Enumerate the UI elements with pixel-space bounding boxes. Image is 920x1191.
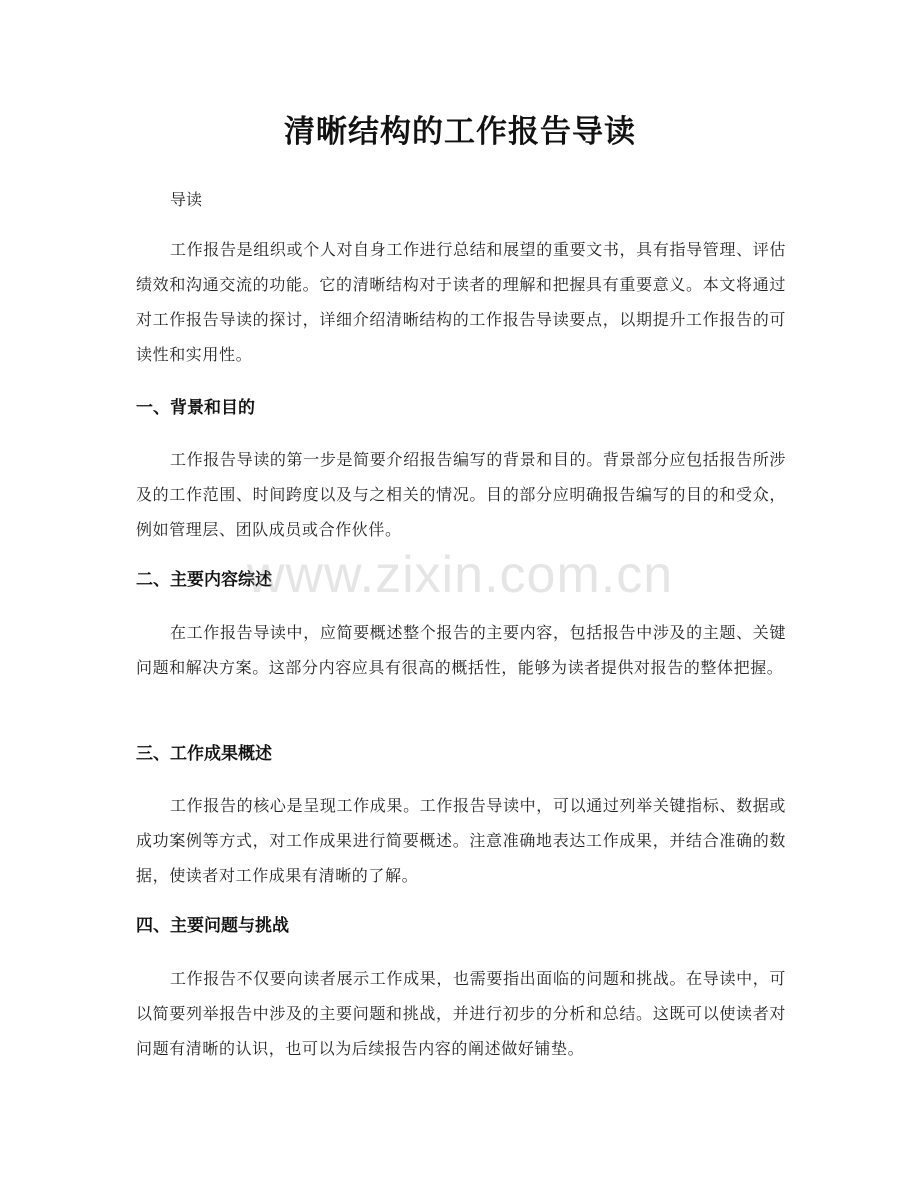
section-heading-achievements: 三、工作成果概述	[136, 744, 272, 764]
intro-paragraph: 工作报告是组织或个人对自身工作进行总结和展望的重要文书，具有指导管理、评估绩效和沟通交流的功能。它的清晰结构对于读者的理解和把握具有重要意义。本文将通过对工作报告导读的探讨，详细介绍清晰结构的工作报告导读要点，以期提升工作报告的可读性和实用性。	[136, 240, 786, 364]
intro-label: 导读	[170, 190, 203, 209]
section-body-challenges: 工作报告不仅要向读者展示工作成果，也需要指出面临的问题和挑战。在导读中，可以简要列举报告中涉及的主要问题和挑战，并进行初步的分析和总结。这既可以使读者对问题有清晰的认识，也可以为后续报告内容的阐述做好铺垫。	[136, 969, 786, 1058]
section-heading-content-summary: 二、主要内容综述	[136, 570, 272, 590]
section-heading-background: 一、背景和目的	[136, 398, 255, 418]
section-body-background: 工作报告导读的第一步是简要介绍报告编写的背景和目的。背景部分应包括报告所涉及的工作范围、时间跨度以及与之相关的情况。目的部分应明确报告编写的目的和受众，例如管理层、团队成员或合作伙伴。	[136, 450, 786, 539]
section-body-achievements: 工作报告的核心是呈现工作成果。工作报告导读中，可以通过列举关键指标、数据或成功案例等方式，对工作成果进行简要概述。注意准确地表达工作成果，并结合准确的数据，使读者对工作成果有清晰的了解。	[136, 796, 786, 885]
document-title: 清晰结构的工作报告导读	[284, 114, 636, 150]
watermark-text: www.zixin.com.cn	[246, 546, 674, 604]
section-body-content-summary: 在工作报告导读中，应简要概述整个报告的主要内容，包括报告中涉及的主题、关键问题和解决方案。这部分内容应具有很高的概括性，能够为读者提供对报告的整体把握。	[136, 623, 786, 677]
section-heading-challenges: 四、主要问题与挑战	[136, 916, 289, 936]
